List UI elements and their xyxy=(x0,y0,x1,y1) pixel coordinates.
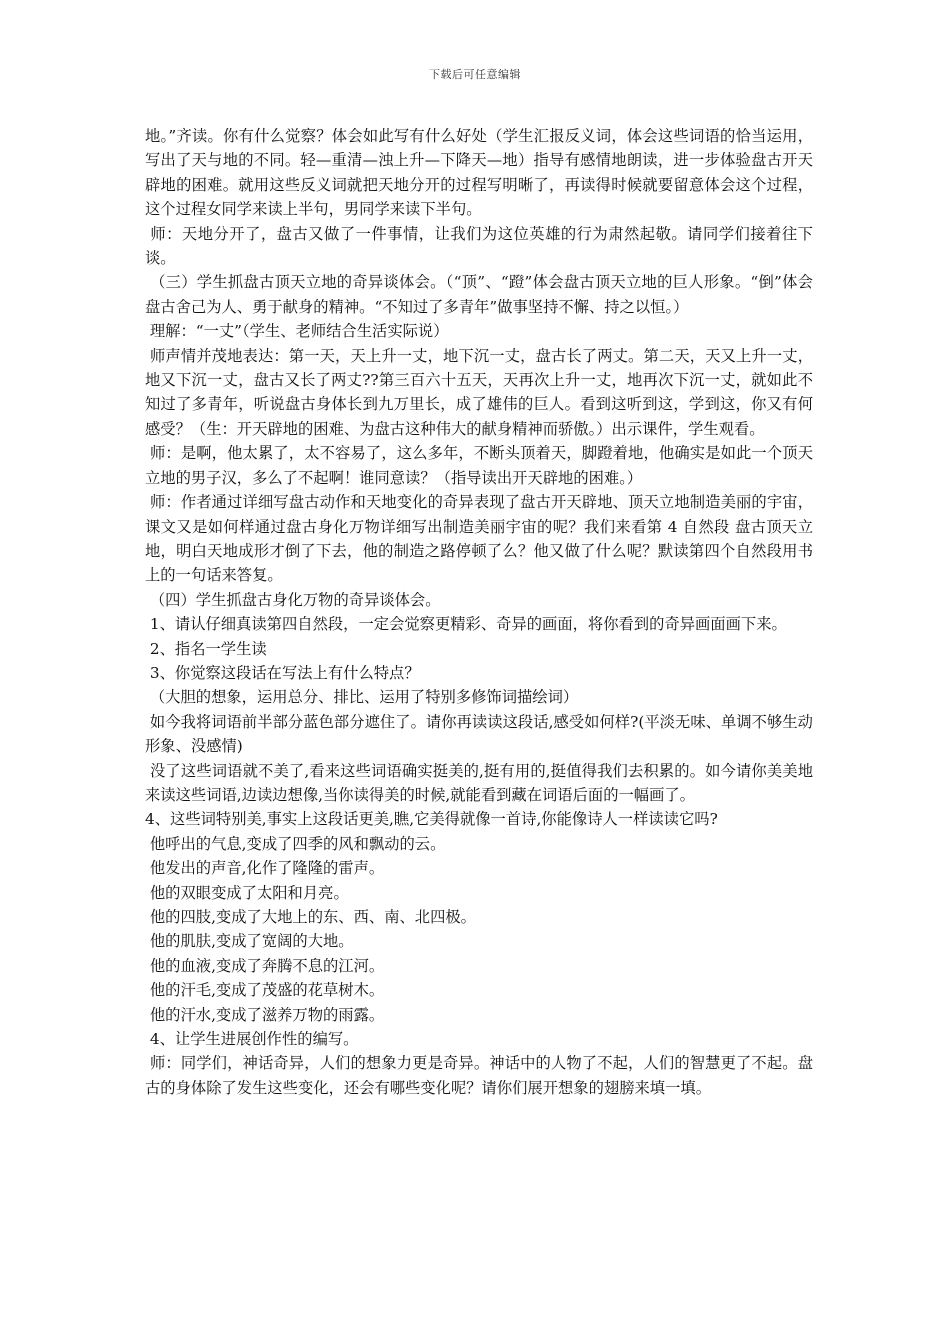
paragraph: 地。”齐读。你有什么觉察？体会如此写有什么好处（学生汇报反义词，体会这些词语的恰当运用，写出了天与地的不同。轻—重清—浊上升—下降天—地）指导有感情地朗读，进一步体验盘古开天辟地的困难。就用这些反义词就把天地分开的过程写明晰了，再读得时候就要留意体会这个过程，这个过程女同学来读上半句，男同学来读下半句。 xyxy=(145,127,813,219)
paragraph: 没了这些词语就不美了,看来这些词语确实挺美的,挺有用的,挺值得我们去积累的。如今请你美美地来读这些词语,边读边想像,当你读得美的时候,就能看到藏在词语后面的一幅画了。 xyxy=(145,761,813,804)
paragraph: 师：天地分开了，盘古又做了一件事情，让我们为这位英雄的行为肃然起敬。请同学们接着往下谈。 xyxy=(145,224,813,268)
poem-line: 他的四肢,变成了大地上的东、西、南、北四极。 xyxy=(145,908,476,926)
paragraph: （大胆的想象，运用总分、排比、运用了特别多修饰词描绘词） xyxy=(145,688,579,707)
paragraph: 4、让学生进展创作性的编写。 xyxy=(145,1030,359,1049)
paragraph: 如今我将词语前半部分蓝色部分遮住了。请你再读读这段话,感受如何样?(平淡无味、单调不够生动形象、没感情) xyxy=(145,712,813,756)
poem-line: 他的汗毛,变成了茂盛的花草树木。 xyxy=(145,981,385,1000)
poem-line: 他发出的声音,化作了隆隆的雷声。 xyxy=(145,859,385,878)
paragraph: 1、请认仔细真读第四自然段，一定会觉察更精彩、奇异的画面，将你看到的奇异画面画下来。 xyxy=(145,615,787,634)
poem-line: 他的肌肤,变成了宽阔的大地。 xyxy=(145,932,354,951)
paragraph: 师声情并茂地表达：第一天，天上升一丈，地下沉一丈，盘古长了两丈。第二天，天又上升一丈，地又下沉一丈，盘古又长了两丈??第三百六十五天，天再次上升一丈，地再次下沉一丈，就如此不知过了多青年，听说盘古身体长到九万里长，成了雄伟的巨人。看到这听到这，学到这，你又有何感受？（生：开天辟地的困难、为盘古这种伟大的献身精神而骄傲。）出示课件，学生观看。 xyxy=(145,346,813,438)
paragraph: 3、你觉察这段话在写法上有什么特点？ xyxy=(145,663,420,682)
page-header: 下载后可任意编辑 xyxy=(429,68,521,81)
paragraph: 2、指名一学生读 xyxy=(145,639,267,658)
paragraph: 师：是啊，他太累了，太不容易了，这么多年，不断头顶着天，脚蹬着地，他确实是如此一个顶天立地的男子汉，多么了不起啊！谁同意读？（指导读出开天辟地的困难。） xyxy=(145,444,813,487)
paragraph: （四）学生抓盘古身化万物的奇异谈体会。 xyxy=(145,590,441,609)
paragraph: 师：作者通过详细写盘古动作和天地变化的奇异表现了盘古开天辟地、顶天立地制造美丽的宇宙，课文又是如何样通过盘古身化万物详细写出制造美丽宇宙的呢？我们来看第 4 自然段 盘古顶天立地，明白天地成形才倒了下去，他的制造之路停顿了么？他又做了什么呢？默读第四个自然段用书上的一句话来答复。 xyxy=(145,493,813,585)
poem-line: 他的双眼变成了太阳和月亮。 xyxy=(145,883,349,902)
poem-line: 他的汗水,变成了滋养万物的雨露。 xyxy=(145,1005,385,1024)
document-body xyxy=(145,124,813,1100)
poem-line: 他呼出的气息,变成了四季的风和飘动的云。 xyxy=(145,834,446,853)
poem-line: 他的血液,变成了奔腾不息的江河。 xyxy=(145,956,385,975)
paragraph: 4、这些词特别美,事实上这段话更美,瞧,它美得就像一首诗,你能像诗人一样读读它吗? xyxy=(145,810,718,829)
paragraph: （三）学生抓盘古顶天立地的奇异谈体会。（“顶”、“蹬”体会盘古顶天立地的巨人形象。“倒”体会盘古舍己为人、勇于献身的精神。“不知过了多青年”做事坚持不懈、持之以恒。） xyxy=(145,273,813,316)
paragraph: 理解：“一丈”（学生、老师结合生活实际说） xyxy=(145,322,449,341)
paragraph: 师：同学们，神话奇异，人们的想象力更是奇异。神话中的人物了不起，人们的智慧更了不起。盘古的身体除了发生这些变化，还会有哪些变化呢？请你们展开想象的翅膀来填一填。 xyxy=(145,1054,813,1097)
